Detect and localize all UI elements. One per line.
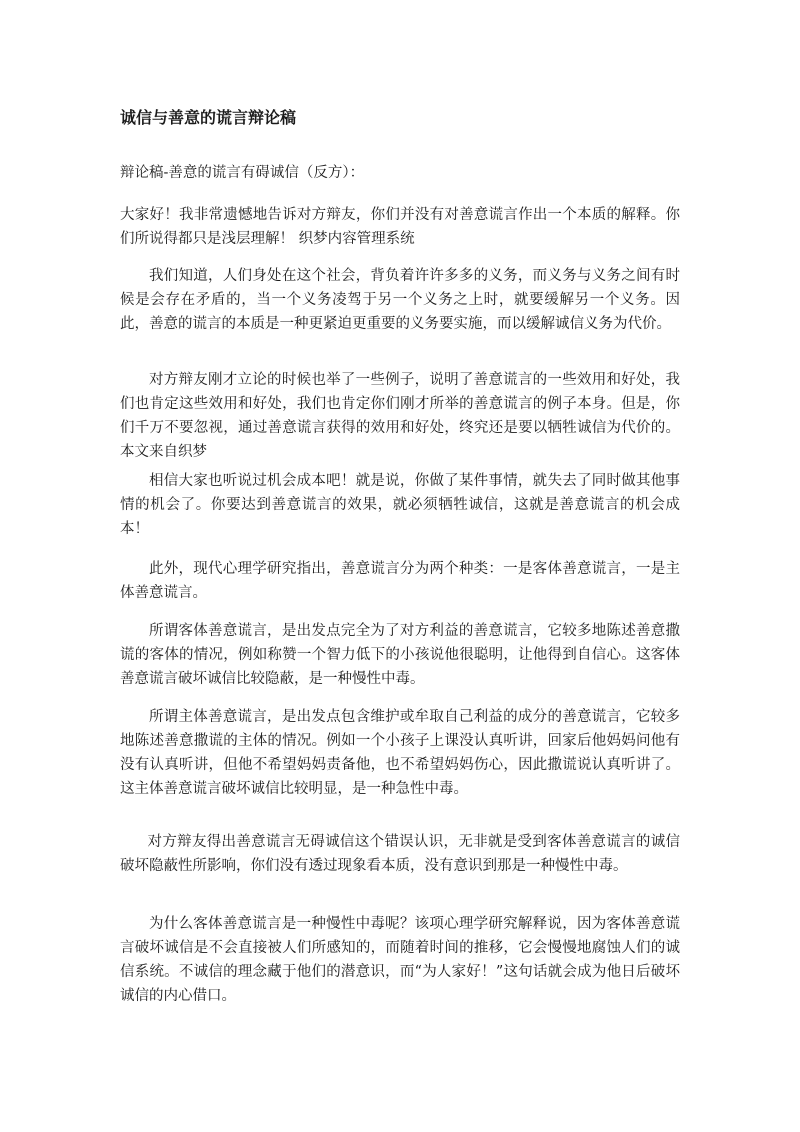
paragraph-subject-lie: 所谓主体善意谎言，是出发点包含维护或牟取自己利益的成分的善意谎言，它较多地陈述善意撒谎的主体的情况。例如一个小孩子上课没认真听讲，回家后他妈妈问他有没有认真听讲，但他不希望妈妈责备他，也不希望妈妈伤心，因此撒谎说认真听讲了。这主体善意谎言破坏诚信比较明显，是一种急性中毒。 <box>120 709 680 797</box>
paragraph-opening: 大家好！我非常遗憾地告诉对方辩友，你们并没有对善意谎言作出一个本质的解释。你们所说得都只是浅层理解！ 织梦内容管理系统 <box>120 207 680 247</box>
paragraph-rebuttal: 对方辩友得出善意谎言无碍诚信这个错误认识，无非就是受到客体善意谎言的诚信破坏隐蔽性所影响，你们没有透过现象看本质，没有意识到那是一种慢性中毒。 <box>120 834 680 874</box>
paragraph-chronic-poison: 为什么客体善意谎言是一种慢性中毒呢？该项心理学研究解释说，因为客体善意谎言破坏诚信是不会直接被人们所感知的，而随着时间的推移，它会慢慢地腐蚀人们的诚信系统。不诚信的理念藏于他们的潜意识，而“为人家好！”这句话就会成为他日后破坏诚信的内心借口。 <box>120 916 680 1004</box>
document-subtitle: 辩论稿-善意的谎言有碍诚信（反方）： <box>120 165 365 181</box>
paragraph-object-lie: 所谓客体善意谎言，是出发点完全为了对方利益的善意谎言，它较多地陈述善意撒谎的客体的情况，例如称赞一个智力低下的小孩说他很聪明，让他得到自信心。这客体善意谎言破坏诚信比较隐蔽，是一种慢性中毒。 <box>120 623 680 687</box>
paragraph-opportunity-cost: 相信大家也听说过机会成本吧！就是说，你做了某件事情，就失去了同时做其他事情的机会了。你要达到善意谎言的效果，就必须牺牲诚信，这就是善意谎言的机会成本！ <box>120 473 680 537</box>
paragraph-obligations: 我们知道，人们身处在这个社会，背负着许许多多的义务，而义务与义务之间有时候是会存在矛盾的，当一个义务凌驾于另一个义务之上时，就要缓解另一个义务。因此，善意的谎言的本质是一种更紧迫更重要的义务要实施，而以缓解诚信义务为代价。 <box>120 268 680 332</box>
paragraph-two-types: 此外，现代心理学研究指出，善意谎言分为两个种类：一是客体善意谎言，一是主体善意谎言。 <box>120 561 680 601</box>
document-title: 诚信与善意的谎言辩论稿 <box>120 108 297 127</box>
paragraph-examples: 对方辩友刚才立论的时候也举了一些例子，说明了善意谎言的一些效用和好处，我们也肯定这些效用和好处，我们也肯定你们刚才所举的善意谎言的例子本身。但是，你们千万不要忽视，通过善意谎言获得的效用和好处，终究还是要以牺牲诚信为代价的。 本文来自织梦 <box>120 372 680 460</box>
